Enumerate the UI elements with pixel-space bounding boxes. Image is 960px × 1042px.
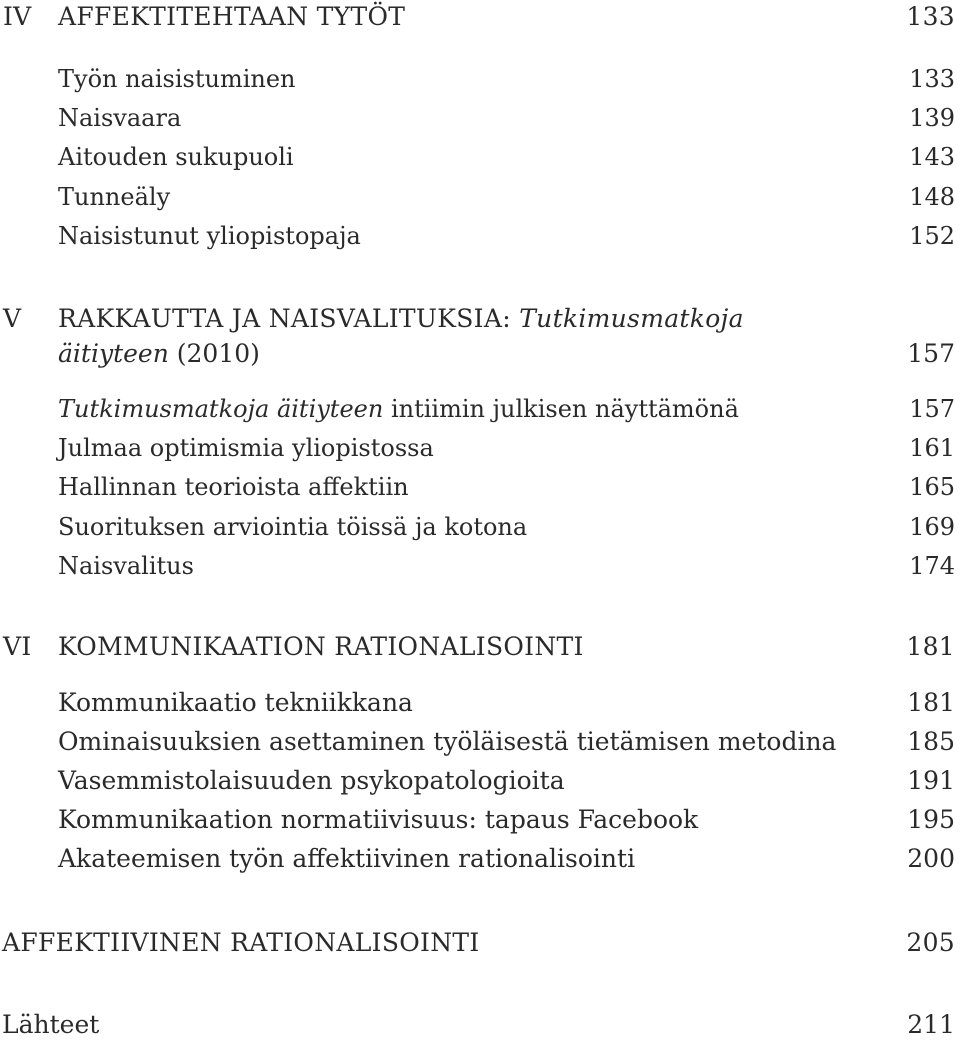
toc-entry — [0, 431, 955, 465]
part-title — [58, 302, 744, 336]
part-v-heading-line2 — [0, 337, 955, 371]
page-number: 165 — [909, 473, 955, 501]
page-number: 133 — [906, 2, 955, 31]
part-title-line2-italic: äitiyteen — [58, 339, 169, 368]
entry-title-italic: Tutkimusmatkoja äitiyteen — [58, 395, 384, 423]
references-title: Lähteet — [2, 1010, 100, 1039]
page-number: 185 — [907, 727, 955, 756]
page-number: 200 — [907, 844, 955, 873]
toc-entry — [0, 842, 955, 876]
entry-title: Aitouden sukupuoli — [58, 143, 294, 171]
page-number: 169 — [909, 513, 955, 541]
entry-title: Julmaa optimismia yliopistossa — [58, 434, 434, 462]
entry-title: Suorituksen arviointia töissä ja kotona — [58, 513, 528, 541]
entry-title — [58, 392, 739, 426]
entry-title: Vasemmistolaisuuden psykopatologioita — [58, 766, 565, 795]
toc-entry — [0, 140, 955, 174]
entry-title: Naisistunut yliopistopaja — [58, 222, 361, 250]
references-heading — [0, 1008, 955, 1042]
page-number: 157 — [909, 395, 955, 423]
page-number: 195 — [907, 805, 955, 834]
part-numeral: IV — [3, 2, 32, 31]
entry-title: Kommunikaation normatiivisuus: tapaus Facebook — [58, 805, 699, 834]
entry-title: Työn naisistuminen — [58, 65, 296, 93]
conclusion-title: AFFEKTIIVINEN RATIONALISOINTI — [2, 928, 480, 957]
entry-title: Tunneäly — [58, 183, 171, 211]
part-title-italic: Tutkimusmatkoja — [519, 304, 744, 333]
page-number: 205 — [906, 928, 955, 957]
toc-entry — [0, 470, 955, 504]
toc-entry — [0, 686, 955, 720]
toc-entry — [0, 764, 955, 798]
toc-entry — [0, 725, 955, 759]
part-title-caps: RAKKAUTTA JA NAISVALITUKSIA: — [58, 304, 511, 333]
page-number: 157 — [907, 339, 955, 368]
toc-entry — [0, 510, 955, 544]
page-number: 139 — [909, 104, 955, 132]
toc-entry — [0, 803, 955, 837]
page-number: 181 — [907, 688, 955, 717]
part-iv-heading — [0, 0, 955, 34]
conclusion-heading — [0, 926, 955, 960]
toc-entry — [0, 101, 955, 135]
part-title-year: (2010) — [176, 339, 260, 368]
entry-title: Ominaisuuksien asettaminen työläisestä tietämisen metodina — [58, 727, 837, 756]
part-vi-heading — [0, 630, 955, 664]
entry-title-rest: intiimin julkisen näyttämönä — [390, 395, 739, 423]
toc-entry — [0, 180, 955, 214]
entry-title: Hallinnan teorioista affektiin — [58, 473, 409, 501]
entry-title: Naisvaara — [58, 104, 182, 132]
page-number: 181 — [906, 632, 955, 661]
entry-title: Naisvalitus — [58, 552, 194, 580]
page-number: 152 — [909, 222, 955, 250]
entry-title: Akateemisen työn affektiivinen rationalisointi — [58, 844, 636, 873]
page-number: 148 — [909, 183, 955, 211]
part-v-heading — [0, 302, 955, 336]
page-number: 191 — [907, 766, 955, 795]
entry-title: Kommunikaatio tekniikkana — [58, 688, 413, 717]
toc-entry — [0, 62, 955, 96]
page-number: 174 — [909, 552, 955, 580]
part-title-continued — [58, 337, 260, 371]
page-number: 143 — [909, 143, 955, 171]
part-numeral: VI — [3, 632, 32, 661]
part-numeral: V — [3, 304, 22, 333]
toc-entry — [0, 392, 955, 426]
page-number: 133 — [909, 65, 955, 93]
part-title: AFFEKTITEHTAAN TYTÖT — [58, 2, 406, 31]
page-number: 161 — [909, 434, 955, 462]
toc-entry — [0, 549, 955, 583]
toc-entry — [0, 219, 955, 253]
part-title: KOMMUNIKAATION RATIONALISOINTI — [58, 632, 584, 661]
page-number: 211 — [907, 1010, 955, 1039]
